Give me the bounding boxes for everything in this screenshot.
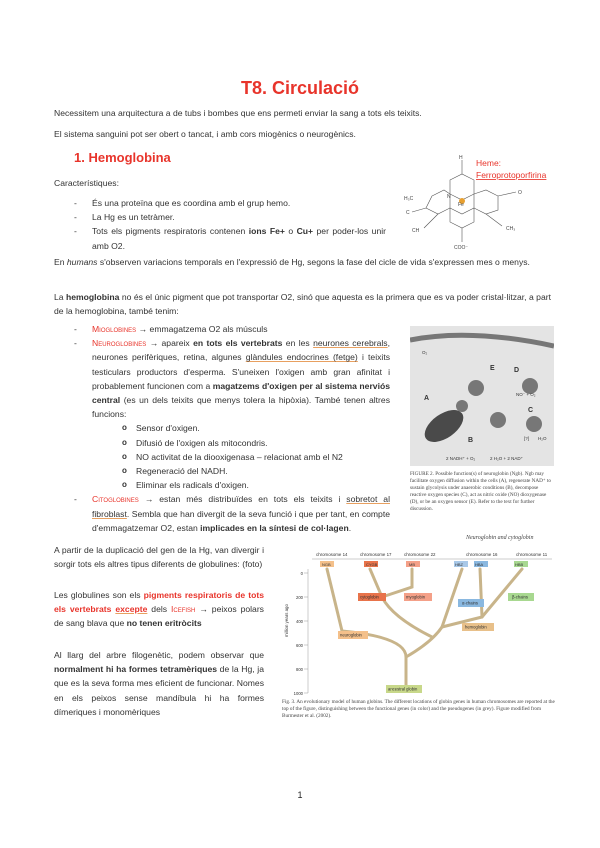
intro-paragraph-2: El sistema sanguini pot ser obert o tancat, i amb cors miogènics o neurogènics. bbox=[54, 129, 356, 139]
svg-text:200: 200 bbox=[296, 595, 303, 600]
svg-text:H₃C: H₃C bbox=[404, 196, 414, 202]
list-item: o Eliminar els radicals d'oxigen. bbox=[122, 478, 390, 492]
section-heading-hemoglobina: 1. Hemoglobina bbox=[74, 150, 171, 165]
list-item: - La Hg es un tetràmer. bbox=[74, 210, 386, 224]
characteristics-label: Característiques: bbox=[54, 178, 119, 188]
svg-text:CH: CH bbox=[412, 228, 420, 234]
list-item: - Tots els pigments respiratoris contenen ions Fe+ o Cu+ per poder-los unir amb O2. bbox=[74, 224, 386, 252]
heme-structure-figure bbox=[402, 152, 552, 252]
globin-types-list bbox=[74, 322, 390, 535]
characteristics-list bbox=[74, 196, 386, 253]
svg-text:chromosome 14: chromosome 14 bbox=[316, 552, 348, 557]
svg-text:2 NADH⁺ + O₂: 2 NADH⁺ + O₂ bbox=[446, 456, 476, 461]
heme-name-label: Ferroprotoporfirina bbox=[476, 170, 547, 180]
list-item-mioglobines: - Mioglobines → emmagatzema O2 als músculs bbox=[74, 322, 390, 336]
svg-text:E: E bbox=[490, 365, 495, 372]
globin-phylogenetic-tree-figure bbox=[282, 547, 558, 697]
svg-text:chromosome 17: chromosome 17 bbox=[360, 552, 392, 557]
heme-label: Heme: bbox=[476, 158, 502, 168]
svg-text:chromosome 16: chromosome 16 bbox=[466, 552, 498, 557]
page-title: T8. Circulació bbox=[240, 78, 360, 98]
svg-text:A: A bbox=[424, 395, 430, 402]
list-item: o Sensor d'oxigen. bbox=[122, 421, 390, 435]
svg-text:Fe: Fe bbox=[458, 202, 464, 208]
tree-figure-title: Neuroglobin and cytoglobin bbox=[466, 535, 534, 541]
svg-text:H₂O: H₂O bbox=[538, 436, 547, 441]
svg-text:HBB: HBB bbox=[515, 562, 524, 567]
svg-text:neuroglobin: neuroglobin bbox=[340, 632, 362, 638]
neuroglobin-function-figure bbox=[410, 326, 554, 466]
page-number: 1 bbox=[297, 790, 303, 800]
svg-text:CH₃: CH₃ bbox=[506, 226, 516, 232]
svg-text:H: H bbox=[459, 155, 463, 161]
humans-paragraph: En humans s'observen variacions temporals en l'expressió de Hg, segons la fase del cicle de vida s'expressen mes o menys. bbox=[54, 257, 530, 267]
svg-text:ancestral globin: ancestral globin bbox=[388, 686, 418, 692]
svg-text:0: 0 bbox=[300, 571, 303, 576]
duplication-paragraph: A partir de la duplicació del gen de la Hg, van divergir i sorgir tots els altres tipus diferents de globulines: (foto) bbox=[54, 545, 264, 570]
svg-text:600: 600 bbox=[296, 643, 303, 648]
list-item-citoglobines: - Citoglobines → estan més distribuïdes en tots els teixits i sobretot al fibroblast. Sembla que han divergit de la seva funció i que per tant, en compte d'emmagatzemar O2, estan implicades en la síntesi de col·lagen. bbox=[74, 492, 390, 535]
svg-text:cytoglobin: cytoglobin bbox=[360, 594, 379, 600]
svg-text:α-chains: α-chains bbox=[462, 600, 478, 606]
svg-text:chromosome 11: chromosome 11 bbox=[516, 552, 548, 557]
globulines-paragraph: Les globulines son els pigments respiratoris de tots els vertebrats excepte dels Icefish → peixos polars de sang blava que no tenen eritròcits bbox=[54, 590, 264, 629]
svg-text:HBZ: HBZ bbox=[455, 562, 463, 567]
svg-text:C: C bbox=[528, 407, 534, 414]
svg-text:B: B bbox=[468, 437, 474, 444]
list-item: o Difusió de l'oxigen als mitocondris. bbox=[122, 436, 390, 450]
svg-text:N: N bbox=[447, 194, 451, 200]
svg-text:C: C bbox=[406, 210, 410, 216]
hemoglobina-paragraph: La hemoglobina no és el únic pigment que pot transportar O2, sinó que aquesta es la primera que es va poder cristal·litzar, a part de la hemoglobina, també tenim: bbox=[54, 292, 551, 317]
svg-text:NO⁻ + O₂: NO⁻ + O₂ bbox=[516, 392, 536, 397]
tree-y-axis-label: million years ago bbox=[284, 604, 289, 637]
svg-text:800: 800 bbox=[296, 667, 303, 672]
svg-text:O: O bbox=[518, 190, 522, 196]
svg-text:myoglobin: myoglobin bbox=[406, 594, 426, 600]
neuroglobin-functions-list bbox=[92, 421, 390, 492]
list-item: o Regeneració del NADH. bbox=[122, 464, 390, 478]
list-item: - És una proteïna que es coordina amb el grup hemo. bbox=[74, 196, 386, 210]
svg-text:HBA: HBA bbox=[475, 562, 484, 567]
svg-text:COO⁻: COO⁻ bbox=[454, 245, 469, 251]
svg-text:chromosome 22: chromosome 22 bbox=[404, 552, 436, 557]
svg-text:[?]: [?] bbox=[524, 436, 530, 441]
neuroglobin-figure-caption: FIGURE 2. Possible function(s) of neuroglobin (Ngb). Ngb may facilitate oxygen diffusion within the cells (A), regenerate NAD⁺ to sustain glycolysis under anaerobic conditions (B), decompose reactive oxygen species (C), act as nitric oxide (NO) dioxygenase (D), or be an oxygen sensor (E). Refer to the text for further discussion. bbox=[410, 471, 551, 512]
list-item: o NO activitat de la diooxigenasa – relacionat amb el N2 bbox=[122, 450, 390, 464]
intro-paragraph-1: Necessitem una arquitectura a de tubs i bombes que ens permeti enviar la sang a tots els teixits. bbox=[54, 108, 422, 118]
svg-text:CYGB: CYGB bbox=[366, 562, 378, 567]
phylogenetic-tree-paragraph: Al llarg del arbre filogenètic, podem observar que normalment hi ha formes tetramèriques de la Hg, ja que es la seva forma mes eficient de funcionar. Nomes en els peixos sense mandíbula hi ha formes dímeriques i monomèriques bbox=[54, 650, 264, 717]
svg-text:1000: 1000 bbox=[293, 691, 303, 696]
svg-text:D: D bbox=[514, 367, 520, 374]
svg-text:hemoglobin: hemoglobin bbox=[465, 624, 487, 630]
svg-text:NGB: NGB bbox=[322, 562, 331, 567]
svg-text:400: 400 bbox=[296, 619, 303, 624]
list-item-neuroglobines: - Neuroglobines → apareix en tots els vertebrats en les neurones cerebrals, neurones perifèriques, retina, algunes glàndules endocrines (fetge) i teixits testiculars productors d'esperma. S'uneixen l'oxigen amb gran afinitat i probablement funcionen com a magatzems d'oxigen per al sistema nerviós central (es un dels teixits que menys tolera la hipòxia). També tenen altres funcions: o Sensor d'oxigen. o Difusió de l'oxigen als mitocondris. o NO activitat de la diooxigenasa – relacionat amb el N2 o Regeneració del NADH. o Eliminar els radicals d'oxigen. bbox=[74, 336, 390, 492]
svg-text:2 H₂O + 2 NAD⁺: 2 H₂O + 2 NAD⁺ bbox=[490, 456, 524, 461]
svg-text:O₂: O₂ bbox=[422, 350, 428, 355]
svg-text:β-chains: β-chains bbox=[512, 594, 528, 600]
svg-text:MB: MB bbox=[409, 562, 415, 567]
tree-figure-caption: Fig. 3. An evolutionary model of human globins. The different locations of globin genes in human chromosomes are reported at the top of the figure, distinguishing between the functional genes (in color) and the pseudogenes (in grey). Figure modified from Burmester et al. (2002). bbox=[282, 699, 555, 719]
